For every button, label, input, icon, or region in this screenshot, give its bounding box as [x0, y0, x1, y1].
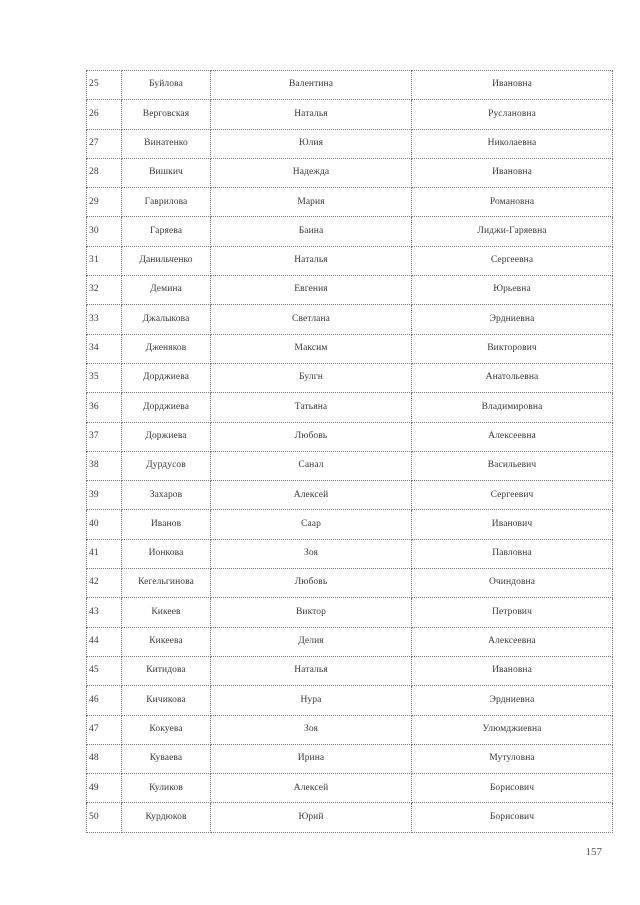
table-row: [87, 363, 613, 392]
patronymic-cell: Очиндовна: [412, 569, 613, 598]
table-row: [87, 715, 613, 744]
row-number-cell: 50: [87, 803, 122, 832]
patronymic-cell: Сергеевна: [412, 246, 613, 275]
patronymic-cell: Эрдниевна: [412, 305, 613, 334]
patronymic-cell: Павловна: [412, 539, 613, 568]
first-name-cell: Валентина: [211, 71, 412, 100]
row-number-cell: 33: [87, 305, 122, 334]
row-number-cell: 45: [87, 656, 122, 685]
row-number-cell: 26: [87, 100, 122, 129]
last-name-cell: Дорджиева: [122, 363, 211, 392]
patronymic-cell: Анатольевна: [412, 363, 613, 392]
row-number-cell: 27: [87, 129, 122, 158]
first-name-cell: Татьяна: [211, 393, 412, 422]
row-number-cell: 39: [87, 481, 122, 510]
table-row: [87, 510, 613, 539]
row-number-cell: 34: [87, 334, 122, 363]
last-name-cell: Китидова: [122, 656, 211, 685]
table-row: [87, 100, 613, 129]
first-name-cell: Светлана: [211, 305, 412, 334]
last-name-cell: Верговская: [122, 100, 211, 129]
patronymic-cell: Борисович: [412, 774, 613, 803]
first-name-cell: Зоя: [211, 715, 412, 744]
last-name-cell: Куликов: [122, 774, 211, 803]
row-number-cell: 36: [87, 393, 122, 422]
last-name-cell: Дженяков: [122, 334, 211, 363]
table-row: [87, 539, 613, 568]
last-name-cell: Гаряева: [122, 217, 211, 246]
patronymic-cell: Борисович: [412, 803, 613, 832]
patronymic-cell: Ивановна: [412, 71, 613, 100]
table-row: [87, 627, 613, 656]
table-row: [87, 188, 613, 217]
first-name-cell: Любовь: [211, 422, 412, 451]
first-name-cell: Наталья: [211, 656, 412, 685]
table-row: [87, 276, 613, 305]
first-name-cell: Максим: [211, 334, 412, 363]
patronymic-cell: Эрдниевна: [412, 686, 613, 715]
table-row: [87, 656, 613, 685]
patronymic-cell: Петрович: [412, 598, 613, 627]
row-number-cell: 37: [87, 422, 122, 451]
patronymic-cell: Романовна: [412, 188, 613, 217]
row-number-cell: 43: [87, 598, 122, 627]
first-name-cell: Алексей: [211, 481, 412, 510]
patronymic-cell: Юрьевна: [412, 276, 613, 305]
patronymic-cell: Улюмджиевна: [412, 715, 613, 744]
row-number-cell: 31: [87, 246, 122, 275]
row-number-cell: 40: [87, 510, 122, 539]
patronymic-cell: Владимировна: [412, 393, 613, 422]
row-number-cell: 44: [87, 627, 122, 656]
patronymic-cell: Алексеевна: [412, 627, 613, 656]
last-name-cell: Кичикова: [122, 686, 211, 715]
first-name-cell: Евгения: [211, 276, 412, 305]
first-name-cell: Юрий: [211, 803, 412, 832]
last-name-cell: Дурдусов: [122, 451, 211, 480]
table-row: [87, 744, 613, 773]
page-number: 157: [585, 846, 602, 858]
table-row: [87, 246, 613, 275]
first-name-cell: Булгн: [211, 363, 412, 392]
table-row: [87, 481, 613, 510]
table-row: [87, 71, 613, 100]
row-number-cell: 46: [87, 686, 122, 715]
row-number-cell: 41: [87, 539, 122, 568]
first-name-cell: Саар: [211, 510, 412, 539]
table-row: [87, 305, 613, 334]
first-name-cell: Делия: [211, 627, 412, 656]
last-name-cell: Захаров: [122, 481, 211, 510]
patronymic-cell: Ивановна: [412, 656, 613, 685]
last-name-cell: Куваева: [122, 744, 211, 773]
first-name-cell: Ирина: [211, 744, 412, 773]
patronymic-cell: Николаевна: [412, 129, 613, 158]
last-name-cell: Данильченко: [122, 246, 211, 275]
table-row: [87, 803, 613, 832]
last-name-cell: Кокуева: [122, 715, 211, 744]
patronymic-cell: Иванович: [412, 510, 613, 539]
row-number-cell: 47: [87, 715, 122, 744]
table-row: [87, 774, 613, 803]
first-name-cell: Наталья: [211, 246, 412, 275]
roster-table-body: [87, 71, 613, 833]
patronymic-cell: Мутуловна: [412, 744, 613, 773]
patronymic-cell: Васильевич: [412, 451, 613, 480]
patronymic-cell: Сергеевич: [412, 481, 613, 510]
last-name-cell: Кегельгинова: [122, 569, 211, 598]
last-name-cell: Доржиева: [122, 422, 211, 451]
table-row: [87, 217, 613, 246]
last-name-cell: Джалыкова: [122, 305, 211, 334]
patronymic-cell: Алексеевна: [412, 422, 613, 451]
row-number-cell: 49: [87, 774, 122, 803]
last-name-cell: Иванов: [122, 510, 211, 539]
last-name-cell: Курдюков: [122, 803, 211, 832]
first-name-cell: Наталья: [211, 100, 412, 129]
row-number-cell: 38: [87, 451, 122, 480]
last-name-cell: Кикеева: [122, 627, 211, 656]
table-row: [87, 158, 613, 187]
patronymic-cell: Ивановна: [412, 158, 613, 187]
table-row: [87, 686, 613, 715]
table-row: [87, 334, 613, 363]
first-name-cell: Юлия: [211, 129, 412, 158]
row-number-cell: 28: [87, 158, 122, 187]
row-number-cell: 30: [87, 217, 122, 246]
row-number-cell: 32: [87, 276, 122, 305]
first-name-cell: Любовь: [211, 569, 412, 598]
row-number-cell: 29: [87, 188, 122, 217]
last-name-cell: Гаврилова: [122, 188, 211, 217]
table-row: [87, 569, 613, 598]
last-name-cell: Винатенко: [122, 129, 211, 158]
row-number-cell: 48: [87, 744, 122, 773]
table-row: [87, 598, 613, 627]
first-name-cell: Мария: [211, 188, 412, 217]
first-name-cell: Нура: [211, 686, 412, 715]
last-name-cell: Кикеев: [122, 598, 211, 627]
row-number-cell: 25: [87, 71, 122, 100]
last-name-cell: Ионкова: [122, 539, 211, 568]
last-name-cell: Дорджиева: [122, 393, 211, 422]
first-name-cell: Санал: [211, 451, 412, 480]
row-number-cell: 35: [87, 363, 122, 392]
table-row: [87, 129, 613, 158]
first-name-cell: Надежда: [211, 158, 412, 187]
table-row: [87, 451, 613, 480]
patronymic-cell: Викторович: [412, 334, 613, 363]
last-name-cell: Буйлова: [122, 71, 211, 100]
last-name-cell: Вишкич: [122, 158, 211, 187]
first-name-cell: Виктор: [211, 598, 412, 627]
table-row: [87, 422, 613, 451]
last-name-cell: Демина: [122, 276, 211, 305]
first-name-cell: Алексей: [211, 774, 412, 803]
patronymic-cell: Руслановна: [412, 100, 613, 129]
row-number-cell: 42: [87, 569, 122, 598]
first-name-cell: Баина: [211, 217, 412, 246]
roster-table: [86, 70, 613, 833]
table-row: [87, 393, 613, 422]
first-name-cell: Зоя: [211, 539, 412, 568]
patronymic-cell: Лиджи-Гаряевна: [412, 217, 613, 246]
